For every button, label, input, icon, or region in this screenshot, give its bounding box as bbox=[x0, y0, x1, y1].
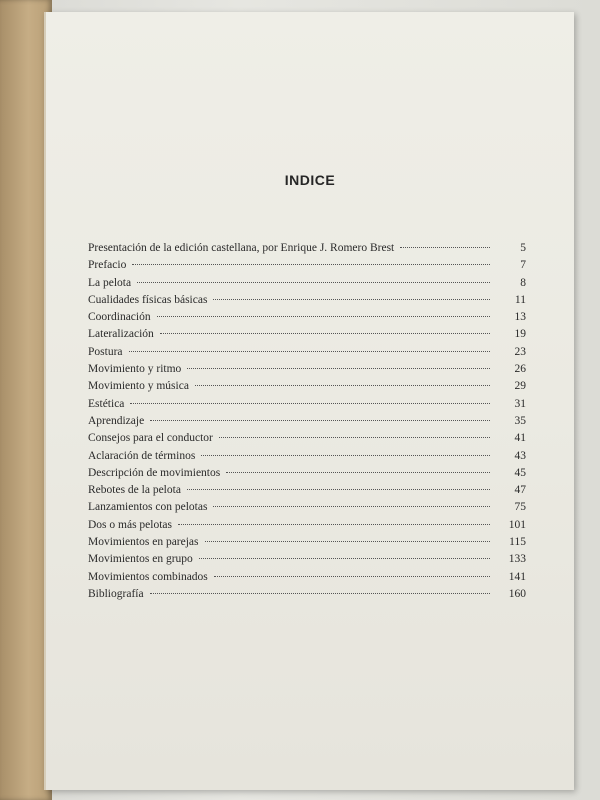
toc-entry bbox=[88, 415, 526, 432]
toc-entry-title: Cualidades físicas básicas bbox=[88, 293, 208, 306]
toc-entry-page: 115 bbox=[509, 536, 526, 549]
toc-entry-page: 5 bbox=[520, 242, 526, 254]
dot-leader bbox=[201, 455, 490, 456]
toc-entry bbox=[88, 571, 526, 588]
dot-leader bbox=[213, 299, 490, 300]
toc-entry-page: 47 bbox=[514, 484, 526, 497]
toc-entry-page: 13 bbox=[514, 311, 526, 324]
toc-entry-title: Movimientos en parejas bbox=[88, 536, 199, 549]
toc-entry bbox=[88, 536, 526, 553]
dot-leader bbox=[137, 282, 490, 283]
toc-entry bbox=[88, 277, 526, 294]
toc-entry-page: 101 bbox=[508, 518, 526, 531]
toc-entry-title: Postura bbox=[88, 345, 123, 358]
toc-entry bbox=[88, 484, 526, 501]
toc-entry bbox=[88, 398, 526, 415]
toc-entry bbox=[88, 242, 526, 259]
toc-entry bbox=[88, 432, 526, 449]
dot-leader bbox=[150, 420, 490, 421]
toc-entry-page: 19 bbox=[514, 328, 526, 341]
toc-entry-page: 7 bbox=[520, 259, 526, 272]
toc-entry-title: Lanzamientos con pelotas bbox=[88, 501, 208, 514]
toc-entry-title: Bibliografía bbox=[88, 587, 144, 600]
toc-entry-title: Lateralización bbox=[88, 328, 154, 341]
toc-entry bbox=[88, 328, 526, 345]
dot-leader bbox=[160, 333, 490, 334]
toc-entry-title: Movimientos combinados bbox=[88, 570, 208, 583]
toc-entry-title: Consejos para el conductor bbox=[88, 432, 213, 445]
page-title: INDICE bbox=[284, 172, 336, 188]
dot-leader bbox=[219, 437, 490, 438]
book-page bbox=[44, 12, 574, 790]
toc-entry bbox=[88, 467, 526, 484]
toc-entry bbox=[88, 380, 526, 397]
dot-leader bbox=[226, 472, 490, 473]
dot-leader bbox=[157, 316, 490, 317]
toc-entry-title: Movimiento y música bbox=[88, 380, 189, 393]
dot-leader bbox=[130, 403, 490, 404]
toc-entry bbox=[88, 553, 526, 570]
toc-entry-page: 133 bbox=[508, 553, 526, 566]
toc-entry-title: Aprendizaje bbox=[88, 414, 145, 427]
toc-entry-page: 35 bbox=[514, 414, 526, 427]
toc-entry-title: Prefacio bbox=[88, 259, 127, 272]
toc-entry-page: 43 bbox=[514, 449, 526, 462]
dot-leader bbox=[187, 489, 490, 490]
dot-leader bbox=[187, 368, 490, 369]
toc-entry-title: Descripción de movimientos bbox=[88, 466, 221, 479]
toc-entry-page: 29 bbox=[514, 380, 526, 393]
toc-entry-title: Movimiento y ritmo bbox=[88, 363, 182, 376]
toc-entry bbox=[88, 363, 526, 380]
toc-entry-title: Presentación de la edición castellana, por Enrique J. Romero Brest bbox=[88, 242, 395, 254]
toc-entry-title: Rebotes de la pelota bbox=[88, 484, 181, 497]
toc-entry bbox=[88, 501, 526, 518]
toc-entry-title: Movimientos en grupo bbox=[88, 553, 193, 566]
toc-entry bbox=[88, 259, 526, 276]
toc-entry bbox=[88, 294, 526, 311]
toc-entry-page: 45 bbox=[514, 466, 526, 479]
toc-entry bbox=[88, 450, 526, 467]
toc-entry-title: Coordinación bbox=[88, 311, 151, 324]
dot-leader bbox=[132, 264, 490, 265]
toc-entry bbox=[88, 346, 526, 363]
toc-entry-page: 160 bbox=[508, 587, 526, 600]
toc-entry-title: Aclaración de términos bbox=[88, 449, 196, 462]
dot-leader bbox=[129, 351, 491, 352]
toc-entry-page: 31 bbox=[514, 397, 526, 410]
toc-entry-title: La pelota bbox=[88, 276, 132, 289]
toc-entry-page: 23 bbox=[514, 345, 526, 358]
toc-entry bbox=[88, 588, 526, 605]
dot-leader bbox=[214, 576, 490, 577]
toc-entry-title: Dos o más pelotas bbox=[88, 518, 173, 531]
dot-leader bbox=[150, 593, 490, 594]
dot-leader bbox=[400, 247, 490, 248]
dot-leader bbox=[199, 558, 490, 559]
dot-leader bbox=[213, 506, 490, 507]
toc-entry-page: 141 bbox=[508, 570, 526, 583]
table-of-contents bbox=[88, 242, 526, 605]
dot-leader bbox=[178, 524, 490, 525]
dot-leader bbox=[195, 385, 490, 386]
toc-entry-page: 8 bbox=[520, 276, 526, 289]
toc-entry bbox=[88, 311, 526, 328]
toc-entry-page: 11 bbox=[514, 293, 526, 306]
toc-entry-page: 75 bbox=[514, 501, 526, 514]
dot-leader bbox=[205, 541, 490, 542]
toc-entry-title: Estética bbox=[88, 397, 125, 410]
toc-entry bbox=[88, 519, 526, 536]
toc-entry-page: 41 bbox=[514, 432, 526, 445]
toc-entry-page: 26 bbox=[514, 363, 526, 376]
